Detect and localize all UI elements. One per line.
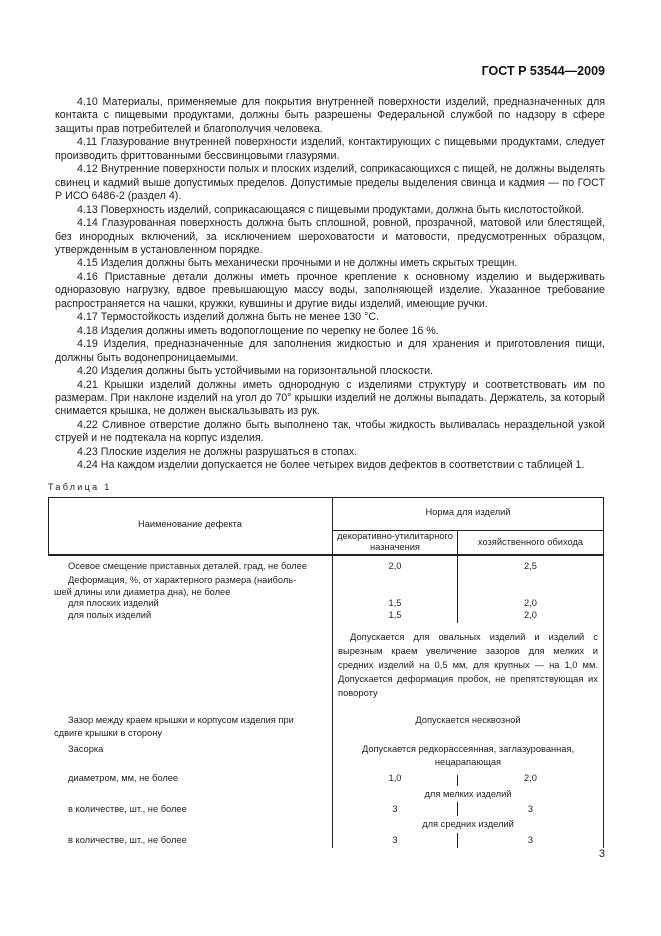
- row-gap-name-cont: сдвиге крышки в сторону: [54, 727, 162, 738]
- row-hollow-v2: 2,0: [524, 609, 537, 620]
- row-qty-medium-name: в количестве, шт., не более: [68, 834, 187, 845]
- paragraph: 4.14 Глазурованная поверхность должна быть сплошной, ровной, прозрачной, матовой или блестящей, без инородных включений, за исключением шероховатости и матовости, предусмотренных образцом, утвержденным в установленном порядке.: [55, 217, 605, 256]
- header-defect-name: Наименование дефекта: [138, 518, 242, 529]
- row-diameter-name: диаметром, мм, не более: [68, 772, 179, 783]
- row-deform-name: Деформация, %, от характерного размера (наиболь-: [68, 574, 297, 585]
- row-qty-small-v1: 3: [392, 803, 398, 814]
- row-diameter-v2: 2,0: [524, 772, 537, 783]
- row-axial-v2: 2,5: [524, 560, 537, 571]
- row-hollow-name: для полых изделий: [68, 609, 152, 620]
- row-flat-v1: 1,5: [388, 597, 402, 608]
- paragraph: 4.13 Поверхность изделий, соприкасающаяся с пищевыми продуктами, должна быть кислотостойкой.: [77, 203, 585, 216]
- header-decorative: декоративно-утилитарного назначения: [337, 530, 453, 552]
- table-border-right: [603, 497, 604, 848]
- header-household: хозяйственного обихода: [477, 536, 584, 547]
- row-gap-value: Допускается несквозной: [415, 714, 521, 725]
- table-border-top: [48, 497, 604, 498]
- paragraph: 4.17 Термостойкость изделий должна быть не менее 130 °С.: [77, 311, 380, 324]
- row-gap-name: Зазор между краем крышки и корпусом изделия при: [68, 714, 294, 725]
- paragraph: 4.15 Изделия должны быть механически прочными и не должны иметь скрытых трещин.: [77, 257, 518, 270]
- page-number: 3: [598, 847, 605, 860]
- small-items-label: для мелких изделий: [424, 788, 512, 799]
- row-qty-medium-v1: 3: [392, 834, 398, 845]
- paragraph: 4.16 Приставные детали должны иметь прочное крепление к основному изделию и выдерживать одноразовую нагрузку, вдвое превышающую массу воды, заполняющей изделие. Указанное требование распространяется на чашки, кружки, кувшины и другие виды изделий, имеющие ручки.: [55, 270, 605, 310]
- header-norm-group: Норма для изделий: [425, 506, 511, 517]
- table-header-rule: [48, 554, 604, 556]
- paragraph: 4.22 Сливное отверстие должно быть выполнено так, чтобы жидкость выливалась нераздельной узкой струей и не подтекала на корпус изделия.: [55, 418, 605, 445]
- document-body: [55, 96, 605, 473]
- paragraph: 4.11 Глазурование внутренней поверхности изделий, контактирующих с пищевыми продуктами, следует производить фриттованными бессвинцовыми глазурями.: [55, 136, 605, 162]
- paragraph: 4.10 Материалы, применяемые для покрытия внутренней поверхности изделий, предназначенных для контакта с пищевыми продуктами, должны быть разрешены Федеральной службой по надзору в сфере защиты прав потребителей и благополучия человека.: [55, 96, 605, 135]
- row-deform-note: Допускается для овальных изделий и изделий с вырезным краем увеличение зазоров для мелких и средних изделий на 0,5 мм, для крупных — на 1,0 мм. Допускается деформация пробок, не препятствующая их повороту: [338, 630, 598, 698]
- row-litter-name: Засорка: [68, 743, 104, 754]
- paragraph: 4.20 Изделия должны быть устойчивыми на горизонтальной плоскости.: [77, 365, 434, 378]
- row-qty-small-name: в количестве, шт., не более: [68, 803, 187, 814]
- paragraph: 4.24 На каждом изделии допускается не более четырех видов дефектов в соответствии с таблицей 1.: [77, 459, 585, 472]
- table-caption: Таблица 1: [48, 481, 112, 492]
- paragraph: 4.12 Внутренние поверхности полых и плоских изделий, соприкасающихся с пищей, не должны выделять свинец и кадмий выше допустимых пределов. Допустимые пределы выделения свинца и кадмия — по ГОСТ Р ИСО 6486-2 (раздел 4).: [55, 163, 605, 203]
- paragraph: 4.23 Плоские изделия не должны разрушаться в стопах.: [77, 445, 358, 458]
- row-qty-small-v2: 3: [527, 803, 534, 814]
- paragraph: 4.19 Изделия, предназначенные для заполнения жидкостью и для хранения и приготовления пищи, должны быть водонепроницаемыми.: [55, 338, 605, 364]
- row-flat-name: для плоских изделий: [68, 597, 159, 608]
- row-diameter-v1: 1,0: [388, 772, 402, 783]
- row-deform-name-cont: шей длины или диаметра дна), не более: [54, 586, 231, 597]
- paragraph: 4.18 Изделия должны иметь водопоглощение по черепку не более 16 %.: [77, 324, 439, 337]
- row-axial-v1: 2,0: [388, 560, 402, 571]
- row-hollow-v1: 1,5: [388, 609, 402, 620]
- paragraph: 4.21 Крышки изделий должны иметь однородную с изделиями структуру и соответствовать им по размерам. При наклоне изделий на угол до 70° крышки изделий не должны выпадать. Держатель, за который снимается крышка, не должен выскальзывать из рук.: [55, 378, 605, 418]
- row-litter-value-cont: нецарапающая: [434, 756, 502, 767]
- row-axial-name: Осевое смещение приставных деталей, град, не более: [68, 560, 308, 571]
- row-flat-v2: 2,0: [524, 597, 537, 608]
- defects-table: [48, 497, 604, 848]
- row-litter-value: Допускается редкорассеянная, заглазурованная,: [361, 743, 575, 754]
- medium-items-label: для средних изделий: [422, 818, 514, 829]
- page-content: [48, 96, 605, 860]
- row-qty-medium-v2: 3: [527, 834, 534, 845]
- document-header: ГОСТ Р 53544—2009: [481, 64, 605, 78]
